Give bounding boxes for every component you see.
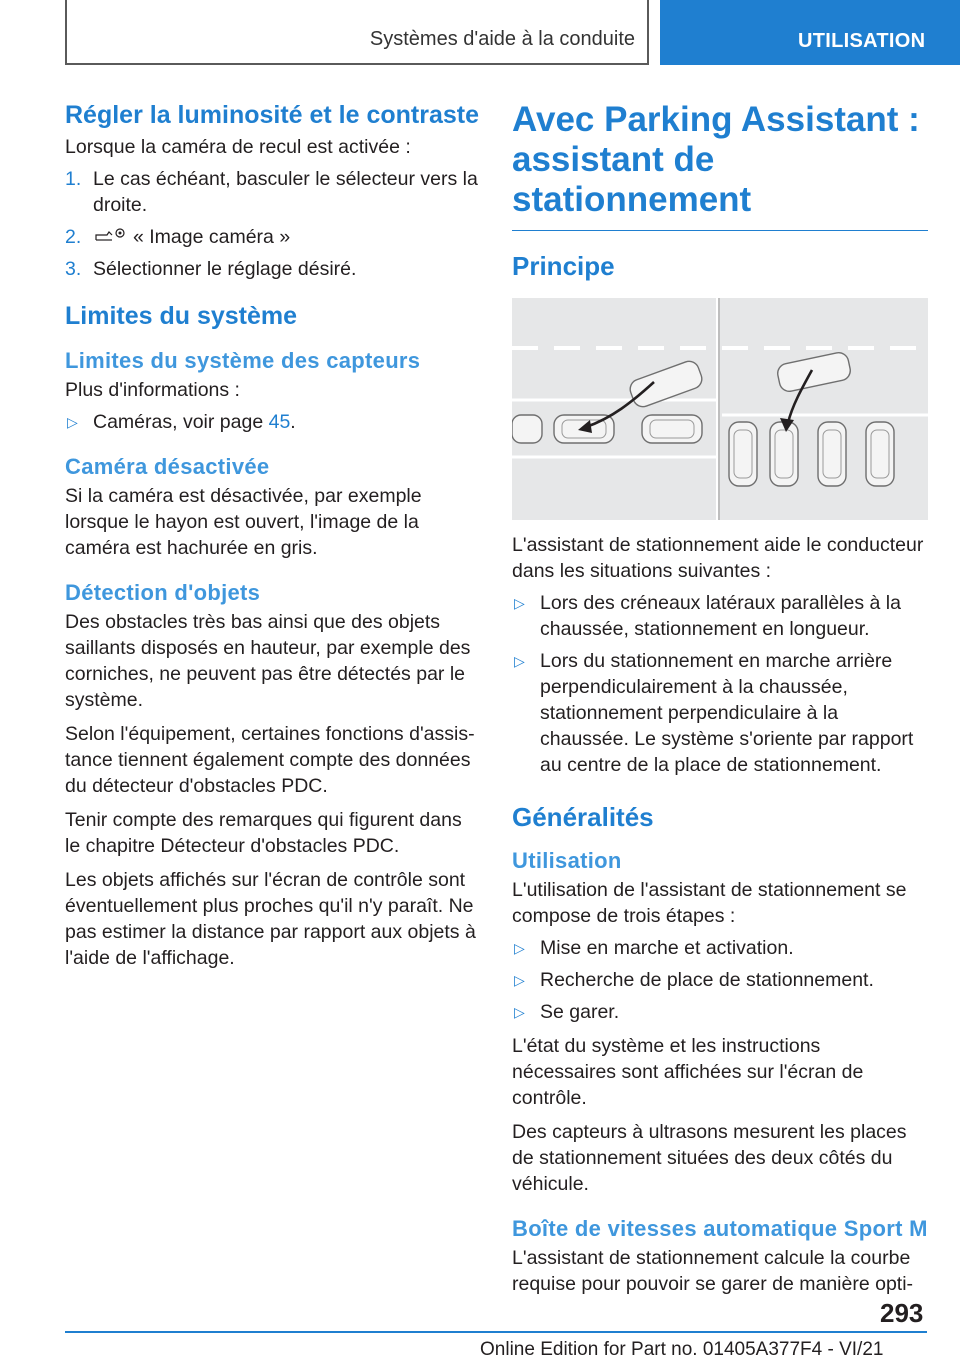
parking-illustration (512, 298, 928, 520)
cameras-end: . (290, 411, 296, 433)
paragraph-gearbox: L'assistant de stationnement calcule la courbe requise pour pouvoir se garer de manière opti- (512, 1247, 914, 1295)
paragraph-state: L'état du système et les instructions nécessaires sont affichées sur l'écran de contrôle. (512, 1035, 864, 1109)
list-item (65, 409, 480, 435)
bullet-icon: ▷ (67, 414, 78, 430)
paragraph-camera-off: Si la caméra est désactivée, par exemple lorsque le hayon est ouvert, l'image de la caméra est hachurée en gris. (65, 485, 422, 559)
usage-list (512, 935, 928, 1025)
heading-brightness: Régler la luminosité et le contraste (65, 101, 480, 129)
camera-settings-icon (93, 226, 127, 246)
steps-list (65, 166, 480, 282)
paragraph-detection-1: Des obstacles très bas ainsi que des objets saillants disposés en hauteur, par exemple des corniches, ne peuvent pas être détectés par le système. (65, 611, 471, 711)
header-chapter-tab (660, 0, 960, 65)
principle-list (512, 590, 928, 778)
footer-divider (65, 1331, 927, 1333)
list-item-text: Mise en marche et activation. (540, 937, 794, 959)
step-item (65, 166, 480, 218)
list-item-text: Lors du stationnement en marche arrière perpendiculairement à la chaussée, stationnement perpendiculaire à la chaussée. Le système s'oriente par rapport au centre de la place de stationnement. (540, 650, 914, 776)
step-number: 1. (65, 168, 82, 190)
heading-usage: Utilisation (512, 848, 622, 873)
heading-system-limits: Limites du système (65, 302, 298, 330)
page-link[interactable]: 45 (268, 411, 291, 433)
header-chapter-label: UTILISATION (798, 30, 926, 52)
bullet-icon: ▷ (514, 1004, 525, 1020)
paragraph-brightness: Lorsque la caméra de recul est activée : (65, 136, 411, 158)
left-column (65, 100, 480, 971)
heading-camera-off: Caméra désactivée (65, 454, 270, 479)
step-text: « Image caméra » (133, 226, 291, 248)
step-text: Sélectionner le réglage désiré. (93, 258, 357, 280)
heading-parking-assistant: Avec Parking Assistant : assistant de stationnement (512, 100, 928, 231)
list-item (512, 648, 928, 778)
list-item-text: Recherche de place de stationnement. (540, 969, 874, 991)
list-item (512, 967, 928, 993)
list-item (512, 590, 928, 642)
page-number: 293 (880, 1298, 924, 1328)
list-item-text: Se garer. (540, 1001, 620, 1023)
paragraph-detection-2: Selon l'équipement, certaines fonctions d'assistance tiennent également compte des données du détecteur d'obstacles PDC. (65, 723, 475, 797)
bullet-icon: ▷ (514, 940, 525, 956)
step-text: Le cas échéant, basculer le sélecteur vers la droite. (93, 168, 478, 216)
cameras-text: Caméras, voir page (93, 411, 264, 433)
right-column (512, 100, 928, 1297)
heading-principle: Principe (512, 251, 615, 281)
paragraph-principle: L'assistant de stationnement aide le conducteur dans les situations suivantes : (512, 534, 924, 582)
step-item (65, 224, 480, 250)
bullet-icon: ▷ (514, 653, 525, 669)
list-item-text: Lors des créneaux latéraux parallèles à la chaussée, stationnement en longueur. (540, 592, 901, 640)
bullet-icon: ▷ (514, 972, 525, 988)
heading-general: Généralités (512, 802, 654, 832)
bullet-icon: ▷ (514, 595, 525, 611)
sensor-list (65, 409, 480, 435)
step-item (65, 256, 480, 282)
paragraph-detection-3: Tenir compte des remarques qui figurent dans le chapitre Détecteur d'obstacles PDC. (65, 809, 462, 857)
paragraph-sensors: Des capteurs à ultrasons mesurent les places de stationnement situées des deux côtés du véhicule. (512, 1121, 907, 1195)
step-number: 3. (65, 258, 82, 280)
list-item (512, 999, 928, 1025)
paragraph-detection-4: Les objets affichés sur l'écran de contrôle sont éventuellement plus proches qu'il n'y paraît. Ne pas estimer la distance par rapport aux objets à l'aide de l'affichage. (65, 869, 476, 969)
heading-object-detection: Détection d'objets (65, 580, 261, 605)
header-section-title: Systèmes d'aide à la conduite (369, 28, 635, 50)
paragraph-more-info: Plus d'informations : (65, 379, 240, 401)
step-number: 2. (65, 226, 82, 248)
paragraph-usage: L'utilisation de l'assistant de stationnement se compose de trois étapes : (512, 879, 907, 927)
heading-sensor-limits: Limites du système des capteurs (65, 348, 421, 373)
footer-edition: Online Edition for Part no. 01405A377F4 - VI/21 (480, 1339, 884, 1360)
heading-gearbox: Boîte de vitesses automatique Sport M (512, 1216, 928, 1241)
list-item (512, 935, 928, 961)
header-section-box (65, 0, 649, 65)
